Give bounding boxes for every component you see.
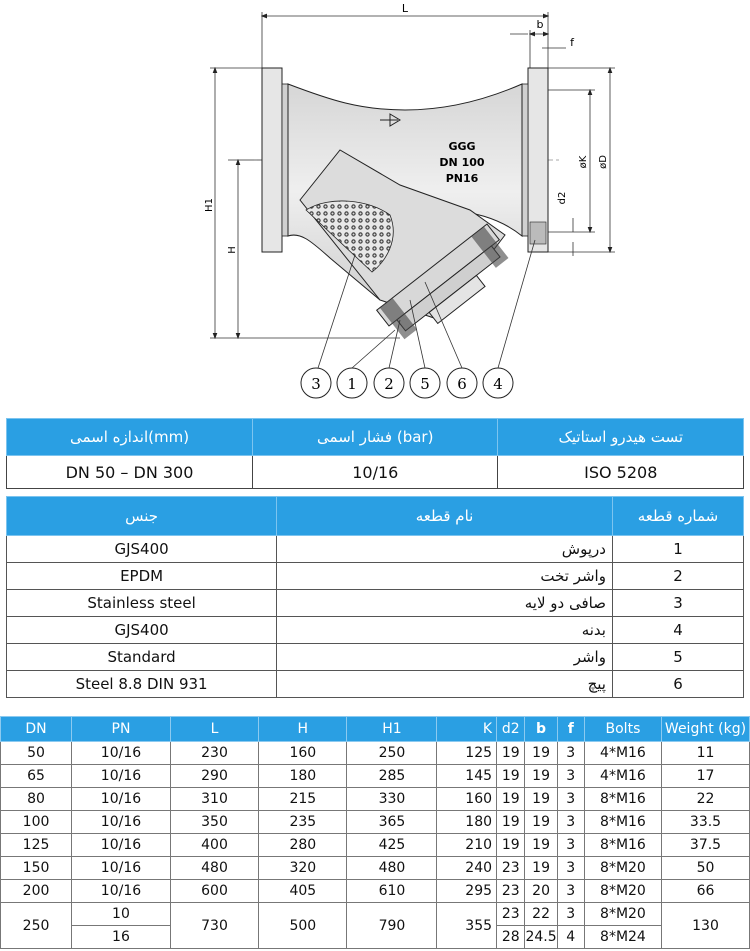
dims-cell-k: 180 — [437, 811, 497, 834]
dims-cell-pn: 10/16 — [72, 811, 171, 834]
part-material: Steel 8.8 DIN 931 — [7, 671, 277, 698]
dims-cell-weight: 11 — [662, 742, 750, 765]
part-name: واشر — [277, 644, 613, 671]
dims-cell-f: 3 — [557, 903, 584, 926]
dims-cell-pn: 10/16 — [72, 788, 171, 811]
dims-cell-d2: 19 — [497, 788, 525, 811]
casting-text-pressure: PN16 — [445, 172, 479, 185]
dims-cell-d2: 19 — [497, 834, 525, 857]
dims-cell-d2: 19 — [497, 811, 525, 834]
dims-header-dn: DN — [1, 717, 72, 742]
dims-cell-k: 210 — [437, 834, 497, 857]
dims-cell-d2: 19 — [497, 765, 525, 788]
spec-value-size: DN 50 – DN 300 — [7, 456, 253, 489]
part-number: 3 — [612, 590, 743, 617]
part-material: Stainless steel — [7, 590, 277, 617]
dims-cell-bolts: 8*M24 — [584, 926, 661, 949]
part-name: درپوش — [277, 536, 613, 563]
spec-value-pressure: 10/16 — [253, 456, 498, 489]
dims-cell-b: 19 — [525, 811, 557, 834]
dims-cell-k: 160 — [437, 788, 497, 811]
dims-cell-dn: 65 — [1, 765, 72, 788]
dims-cell-b: 20 — [525, 880, 557, 903]
dims-cell-bolts: 8*M16 — [584, 811, 661, 834]
dims-cell-h1: 285 — [347, 765, 437, 788]
part-number: 4 — [612, 617, 743, 644]
dims-header-k: K — [437, 717, 497, 742]
dims-cell-f: 4 — [557, 926, 584, 949]
spec-header-pressure: فشار اسمی (bar) — [253, 419, 498, 456]
dims-cell-f: 3 — [557, 788, 584, 811]
left-flange — [262, 68, 282, 252]
dims-cell-weight: 17 — [662, 765, 750, 788]
dims-cell-h: 215 — [259, 788, 347, 811]
dims-cell-k: 295 — [437, 880, 497, 903]
dims-header-row — [1, 717, 750, 742]
dims-cell-pn: 10/16 — [72, 857, 171, 880]
dims-cell-f: 3 — [557, 765, 584, 788]
dims-cell-pn: 10/16 — [72, 880, 171, 903]
dims-cell-dn: 150 — [1, 857, 72, 880]
dims-cell-bolts: 4*M16 — [584, 742, 661, 765]
dims-cell-h1: 790 — [347, 903, 437, 949]
part-name: پیچ — [277, 671, 613, 698]
dim-label-H: H — [227, 246, 238, 254]
dims-cell-h1: 610 — [347, 880, 437, 903]
dims-cell-f: 3 — [557, 742, 584, 765]
dims-cell-d2: 28 — [497, 926, 525, 949]
parts-row — [7, 671, 744, 698]
dim-label-d2: d2 — [557, 191, 568, 205]
dims-cell-pn: 10/16 — [72, 834, 171, 857]
parts-header-material: جنس — [7, 497, 277, 536]
callout-5: 5 — [420, 375, 430, 393]
dims-cell-weight: 130 — [662, 903, 750, 949]
table-row — [1, 903, 750, 926]
callout-1: 1 — [347, 375, 357, 393]
dims-cell-weight: 50 — [662, 857, 750, 880]
dims-header-bolts: Bolts — [584, 717, 661, 742]
dims-cell-h1: 365 — [347, 811, 437, 834]
dims-cell-b: 24.5 — [525, 926, 557, 949]
dims-cell-f: 3 — [557, 880, 584, 903]
dims-cell-bolts: 4*M16 — [584, 765, 661, 788]
dims-cell-pn: 16 — [72, 926, 171, 949]
dims-cell-weight: 66 — [662, 880, 750, 903]
part-name: واشر تخت — [277, 563, 613, 590]
parts-header-number: شماره قطعه — [612, 497, 743, 536]
dim-label-b: b — [536, 18, 544, 31]
dims-cell-l: 480 — [170, 857, 258, 880]
dims-cell-f: 3 — [557, 834, 584, 857]
dims-header-h1: H1 — [347, 717, 437, 742]
parts-row — [7, 644, 744, 671]
spec-table — [6, 418, 744, 489]
dims-cell-weight: 22 — [662, 788, 750, 811]
dim-label-f: f — [570, 36, 574, 49]
dim-label-H1: H1 — [204, 198, 215, 212]
dims-cell-k: 240 — [437, 857, 497, 880]
dims-cell-l: 730 — [170, 903, 258, 949]
dims-cell-dn: 80 — [1, 788, 72, 811]
table-row — [1, 880, 750, 903]
dims-cell-l: 310 — [170, 788, 258, 811]
dims-cell-b: 19 — [525, 788, 557, 811]
dims-cell-l: 290 — [170, 765, 258, 788]
casting-text-material: GGG — [448, 140, 476, 153]
dims-cell-dn: 200 — [1, 880, 72, 903]
dims-cell-k: 355 — [437, 903, 497, 949]
part-number: 6 — [612, 671, 743, 698]
dims-cell-weight: 37.5 — [662, 834, 750, 857]
dims-cell-d2: 23 — [497, 857, 525, 880]
part-material: GJS400 — [7, 617, 277, 644]
dims-cell-b: 19 — [525, 742, 557, 765]
dims-cell-k: 145 — [437, 765, 497, 788]
strainer-technical-drawing — [0, 0, 750, 410]
dimensions-table — [0, 716, 750, 949]
part-name: بدنه — [277, 617, 613, 644]
dims-cell-h: 500 — [259, 903, 347, 949]
dims-cell-h: 180 — [259, 765, 347, 788]
dims-cell-d2: 19 — [497, 742, 525, 765]
dims-cell-dn: 100 — [1, 811, 72, 834]
dims-header-weight: Weight (kg) — [662, 717, 750, 742]
dims-cell-b: 19 — [525, 857, 557, 880]
table-row — [1, 742, 750, 765]
table-row — [1, 857, 750, 880]
parts-row — [7, 563, 744, 590]
dims-cell-h1: 425 — [347, 834, 437, 857]
dims-cell-dn: 50 — [1, 742, 72, 765]
part-material: EPDM — [7, 563, 277, 590]
part-material: GJS400 — [7, 536, 277, 563]
dims-cell-pn: 10/16 — [72, 742, 171, 765]
dims-cell-bolts: 8*M16 — [584, 834, 661, 857]
dim-label-phiD: øD — [598, 155, 609, 169]
part-number: 1 — [612, 536, 743, 563]
dims-cell-d2: 23 — [497, 880, 525, 903]
dims-cell-pn: 10/16 — [72, 765, 171, 788]
dims-cell-h: 235 — [259, 811, 347, 834]
spec-value-row — [7, 456, 744, 489]
dims-cell-h1: 330 — [347, 788, 437, 811]
dims-cell-l: 600 — [170, 880, 258, 903]
parts-table — [6, 496, 744, 698]
dims-header-l: L — [170, 717, 258, 742]
dims-cell-b: 19 — [525, 834, 557, 857]
dims-cell-f: 3 — [557, 811, 584, 834]
parts-row — [7, 617, 744, 644]
dim-label-L: L — [401, 2, 409, 15]
parts-row — [7, 536, 744, 563]
dims-cell-bolts: 8*M20 — [584, 880, 661, 903]
dims-cell-h: 405 — [259, 880, 347, 903]
dims-cell-h1: 480 — [347, 857, 437, 880]
dims-cell-h: 160 — [259, 742, 347, 765]
dims-cell-h1: 250 — [347, 742, 437, 765]
dims-cell-b: 22 — [525, 903, 557, 926]
dims-cell-l: 350 — [170, 811, 258, 834]
dims-header-pn: PN — [72, 717, 171, 742]
dims-cell-dn: 250 — [1, 903, 72, 949]
callout-6: 6 — [457, 375, 467, 393]
spec-value-test: ISO 5208 — [498, 456, 744, 489]
spec-header-size: اندازه اسمی(mm) — [7, 419, 253, 456]
table-row — [1, 765, 750, 788]
dims-header-b: b — [525, 717, 557, 742]
dims-cell-bolts: 8*M20 — [584, 903, 661, 926]
part-material: Standard — [7, 644, 277, 671]
table-row — [1, 834, 750, 857]
spec-header-row — [7, 419, 744, 456]
parts-header-name: نام قطعه — [277, 497, 613, 536]
parts-header-row — [7, 497, 744, 536]
callout-3: 3 — [311, 375, 321, 393]
dims-cell-k: 125 — [437, 742, 497, 765]
callout-2: 2 — [384, 375, 394, 393]
parts-row — [7, 590, 744, 617]
dims-cell-pn: 10 — [72, 903, 171, 926]
dim-label-phiK: øK — [578, 155, 589, 169]
dims-cell-bolts: 8*M16 — [584, 788, 661, 811]
table-row — [1, 788, 750, 811]
dims-cell-dn: 125 — [1, 834, 72, 857]
dims-cell-l: 230 — [170, 742, 258, 765]
part-name: صافی دو لایه — [277, 590, 613, 617]
dims-cell-h: 280 — [259, 834, 347, 857]
part-number: 2 — [612, 563, 743, 590]
callout-4: 4 — [493, 375, 503, 393]
dims-cell-d2: 23 — [497, 903, 525, 926]
dims-cell-bolts: 8*M20 — [584, 857, 661, 880]
dims-header-d2: d2 — [497, 717, 525, 742]
dims-cell-f: 3 — [557, 857, 584, 880]
casting-text-size: DN 100 — [439, 156, 485, 169]
dims-cell-weight: 33.5 — [662, 811, 750, 834]
dims-header-h: H — [259, 717, 347, 742]
dims-cell-l: 400 — [170, 834, 258, 857]
table-row — [1, 811, 750, 834]
part-number: 5 — [612, 644, 743, 671]
dims-cell-b: 19 — [525, 765, 557, 788]
spec-header-test: تست هیدرو استاتیک — [498, 419, 744, 456]
dims-header-f: f — [557, 717, 584, 742]
dims-cell-h: 320 — [259, 857, 347, 880]
